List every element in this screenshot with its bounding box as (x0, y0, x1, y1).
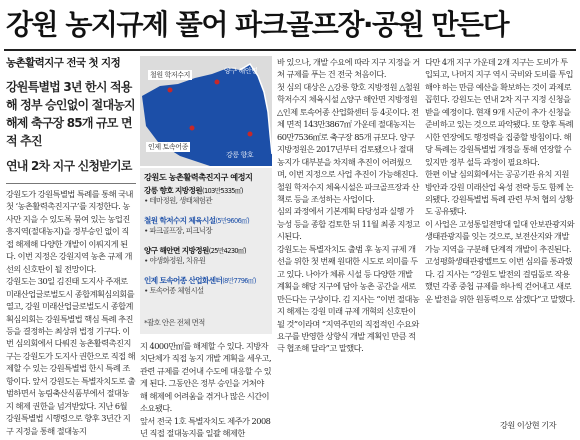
zone-item: • 파크골프장, 피크닉장 (144, 226, 212, 235)
map-graphic (140, 56, 272, 336)
left-deck-column (6, 56, 136, 174)
kicker: 농촌활력지구 전국 첫 지정 (6, 57, 121, 69)
zone-area: (8만7796㎡) (222, 277, 256, 285)
map-label-gangneung: 강릉 향호 (226, 151, 254, 159)
zone-yanggu (144, 246, 270, 266)
headline: 강원 농지규제 풀어 파크골프장·공원 만든다 (6, 8, 508, 41)
zone-inje (144, 276, 270, 296)
zone-item-text: 야생화정원, 치유원 (149, 256, 206, 265)
map-label-cheorwon: 철원 학저수지 (150, 71, 190, 79)
map-label-yanggu: 양구 해안면 (224, 67, 258, 75)
zone-item-text: 테마정원, 생태체험관 (149, 196, 212, 205)
gangwon-map (140, 56, 272, 166)
zone-area: (5만9606㎡) (215, 217, 250, 225)
zone-item: • 테마정원, 생태체험관 (144, 196, 212, 205)
headline-rule (4, 49, 576, 51)
zone-area: (25만4230㎡) (208, 247, 246, 255)
gangneung-marker-icon (248, 132, 253, 137)
zone-item-text: 토속어종 체험시설 (149, 286, 204, 295)
zone-area: (103만5335㎡) (201, 187, 243, 195)
info-box (140, 168, 272, 334)
zone-item: • 토속어종 체험시설 (144, 286, 204, 295)
zone-name: 강릉 향호 지방정원 (144, 186, 202, 195)
zone-gangneung (144, 186, 270, 206)
body-column-1: 강원도가 강원특별법 특례를 통해 국내 첫 ‘농촌활력촉진지구’를 지정한다. 농사만 지을 수 있도록 묶여 있는 농업진흥지역(절대농지)을 정부승인 없이 직접 해제해 다양한 개발이 이뤄지게 된다. 이번 지정은 강원지역 농촌 규제 개선의 신호탄이 될 전망이다. 강원도는 30일 김진태 도지사 주재로 미래산업글로벌도시 종합계획심의회를 열고, 강원 미래산업글로벌도시 종합계획심의회는 강원특별법 핵심 특례 추진 등을 결정하는 최상위 법정 기구다. 이번 심의회에서 다뤄진 농촌활력촉진지구는 강원도가 도지사 권한으로 직접 해제할 수 있는 강원특별법 한시 특례 조항이다. 앞서 강원도는 특별자치도로 출범하면서 농림축산식품부에서 절대농지 해제 권한을 넘겨받았다. 지난 6월 강원특별법 시행령으로 향후 3년간 지구 지정을 통해 절대농지 (6, 189, 136, 436)
zone-name: 철원 학저수지 체육시설 (144, 216, 216, 225)
info-box-note: *괄호 안은 전체 면적 (144, 318, 205, 327)
zone-item-text: 파크골프장, 피크닉장 (149, 226, 212, 235)
body-column-4: 다만 4개 지구 가운데 2개 지구는 도비가 투입되고, 나머지 지구 역시 국비와 도비를 투입해야 하는 만큼 예산을 확보하는 것이 과제로 꼽힌다. 강원도는 연내 2차 지구 지정 신청을 받을 예정이다. 현재 9개 시군이 추가 신청을 준비하고 있는 것으로 파악됐다. 또 향후 특례 시한 연장에도 행정력을 집중할 방침이다. 해당 특례는 강원특별법 개정을 통해 연장할 수 있지만 정부 설득 과정이 필요하다. 한편 이날 심의회에서는 공공기관 유치 지원 방안과 강원 미래산업 육성 전략 등도 함께 논의됐다. 강원특별법 특례 관련 부처 협의 상황도 공유됐다. 이 사업은 고성통일전망대 일대 안보관광지와 생태관광지를 잇는 것으로, 보전산지와 개발 가능 지역을 구분해 단계적 개발이 추진된다. 고성평화생태관광벨트도 이번 심의를 통과했다. 김 지사는 “강원도 발전의 걸림돌로 작용했던 각종 중첩 규제를 하나씩 걷어내고 새로운 발전을 위한 원동력으로 삼겠다”고 말했다. (425, 57, 575, 304)
map-label-inje: 인제 토속어종 (148, 143, 188, 151)
cheorwon-marker-icon (168, 88, 173, 93)
inje-marker-icon (190, 126, 195, 131)
body-column-3: 바 있으나, 개발 수요에 따라 지구 지정을 거쳐 규제를 푸는 건 전국 처음이다. 첫 심의 대상은 △강릉 향호 지방정원 △철원 학저수지 체육시설 △양구 해안면 지방정원 △인제 토속어종 산업화센터 등 4곳이다. 전체 면적 143만3867㎡ 가운데 절대농지는 60만7536㎡로 축구장 85개 규모다. 양구 지방정원은 2017년부터 검토됐으나 절대농지가 대부분을 차지해 추진이 어려웠으며, 이번 지정으로 사업 추진이 가능해진다. 철원 학저수지 체육시설은 파크골프장과 산책로 등을 조성하는 사업이다. 심의 과정에서 기본계획 타당성과 실행 가능성 등을 종합 검토한 뒤 11월 최종 지정고시된다. 강원도는 특별자치도 출범 후 농지 규제 개선을 위한 첫 번째 원대한 시도로 의미를 두고 있다. 나아가 체류 시설 등 다양한 개발 계획을 해당 지구에 담아 농촌 공간을 새로 만든다는 구상이다. 김 지사는 “이번 절대농지 해제는 강원 미래 규제 개혁의 신호탄이 될 것”이라며 “지역주민의 직접적인 수요와 요구를 반영한 상향식 개발 계획인 만큼 적극 협조해 달라”고 말했다. (277, 57, 420, 354)
byline: 강원 이상현 기자 (500, 420, 557, 430)
subheadline-secondary: 연내 2차 지구 신청받기로 (6, 159, 132, 173)
yanggu-marker-icon (215, 80, 220, 85)
subheadline: 강원특별법 3년 한시 적용해 정부 승인없이 절대농지 해제 축구장 85개 규모 면적 추진 (6, 80, 135, 148)
zone-name: 양구 해안면 지방정원 (144, 246, 209, 255)
zone-cheorwon (144, 216, 270, 236)
zone-item: • 야생화정원, 치유원 (144, 256, 206, 265)
info-box-title: 강원도 농촌활력촉진지구 예정지 (144, 172, 253, 182)
body-column-2: 지 4000만㎡를 해제할 수 있다. 지방자치단체가 직접 농지 개발 계획을 세우고, 관련 규제를 걷어내 수도에 대응할 수 있게 된다. 그동안은 정부 승인을 거쳐야 해 해제에 어려움을 겪거나 많은 시간이 소요됐다. 앞서 전국 1호 특별자치도 제주가 2008년 직접 절대농지를 일괄 해제한 (140, 341, 272, 439)
deck-rule (6, 183, 136, 184)
zone-name: 인제 토속어종 산업화센터 (144, 276, 223, 285)
